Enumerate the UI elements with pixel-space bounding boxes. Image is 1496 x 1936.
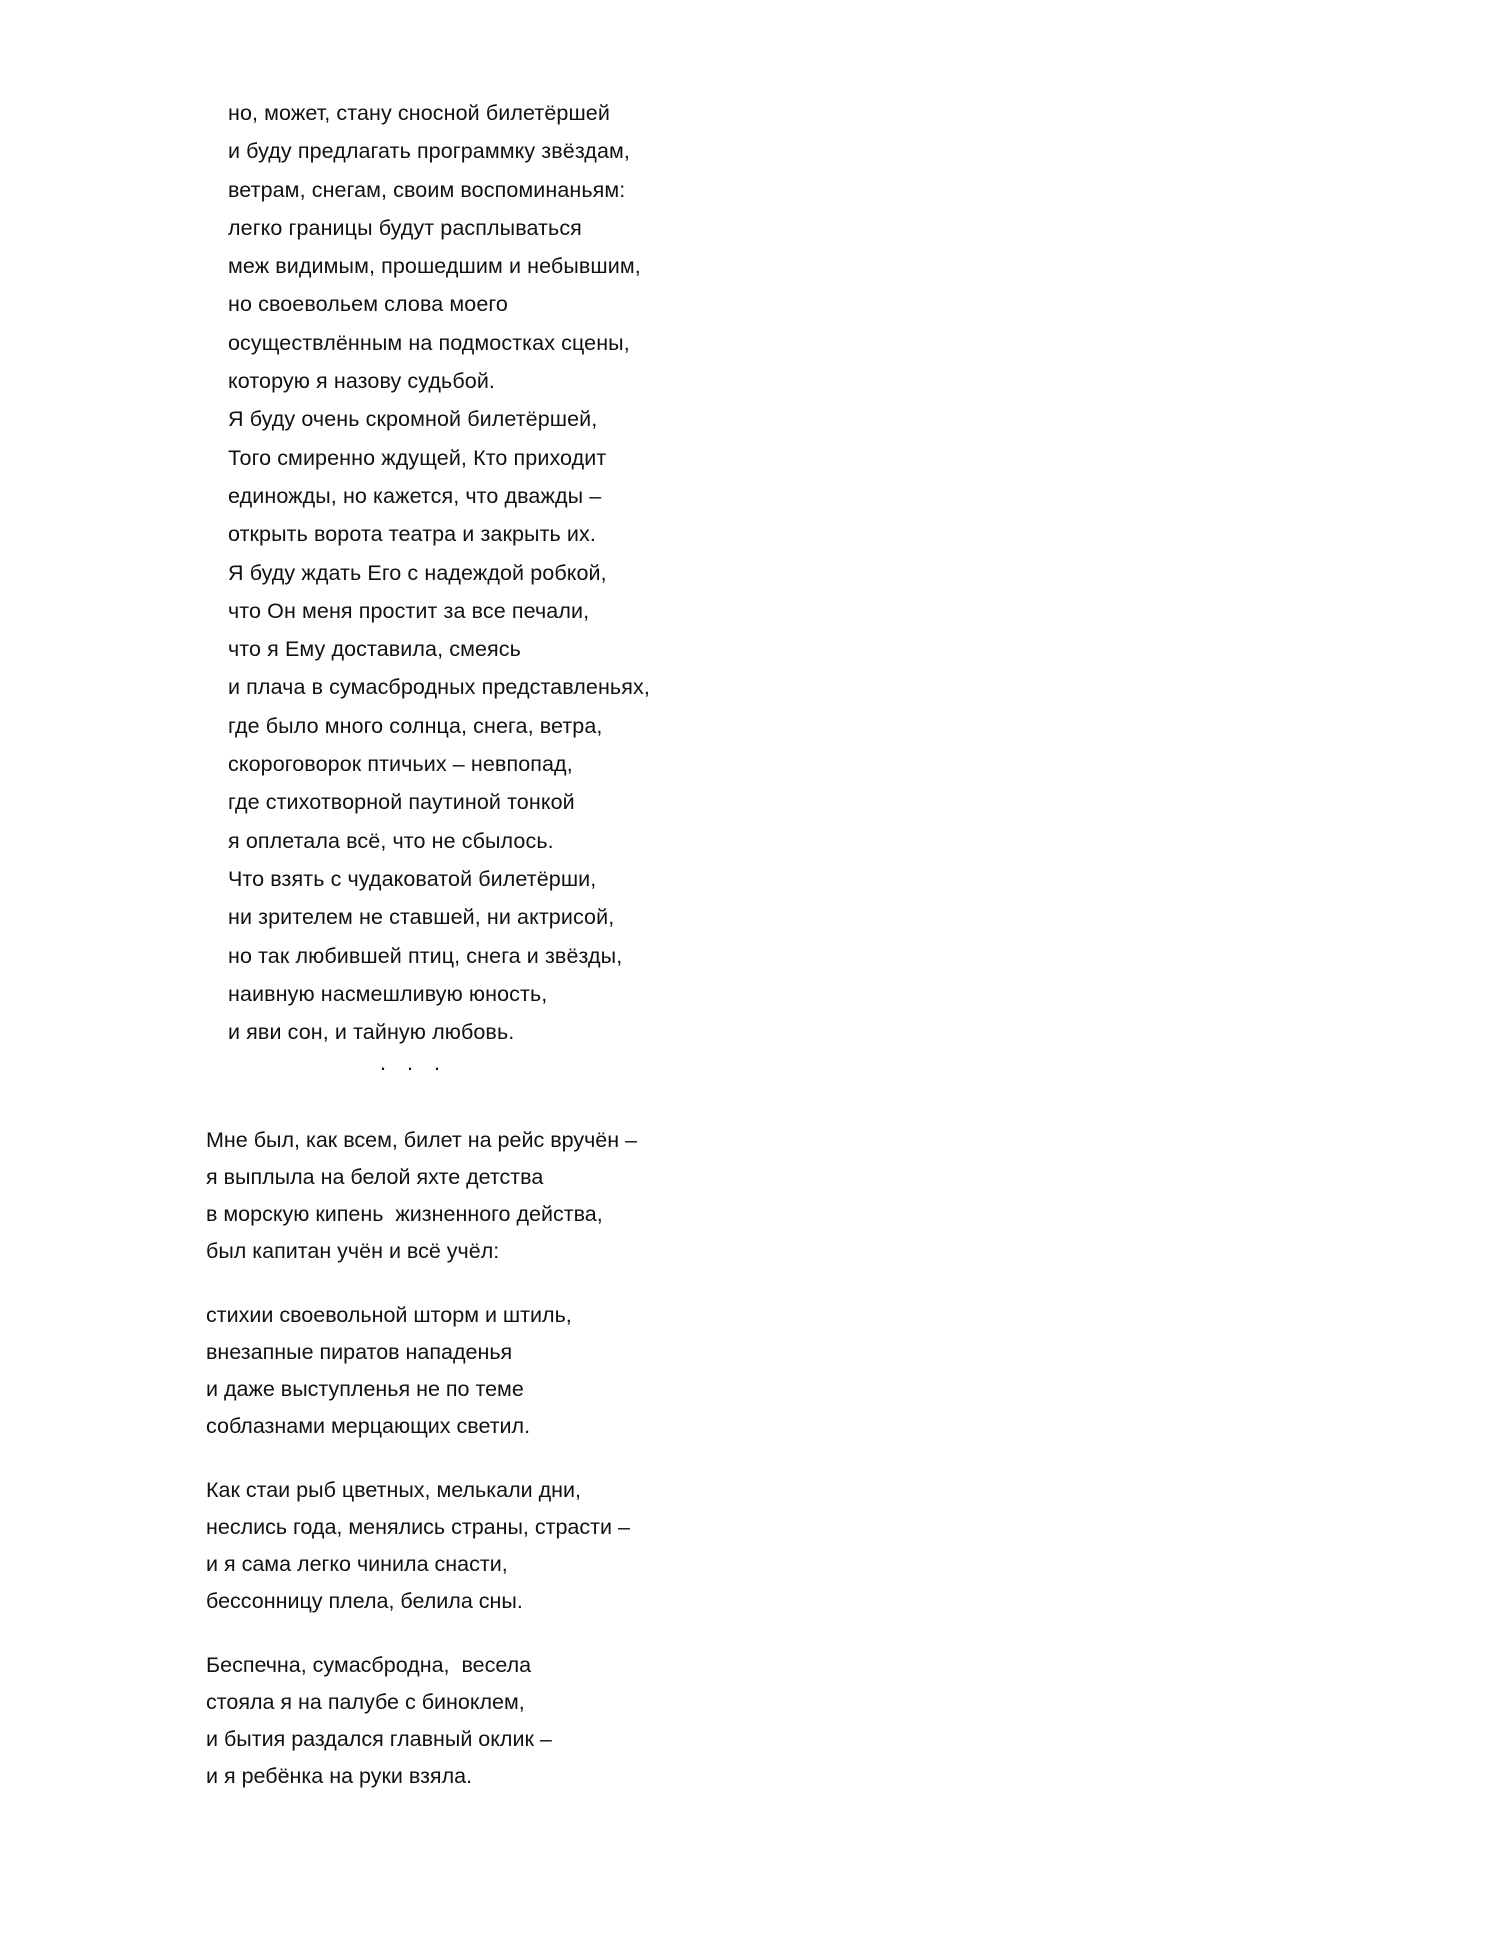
poem-line: где стихотворной паутиной тонкой [228,790,575,815]
poem-continuation [228,94,650,1051]
poem-line: Что взять с чудаковатой билетёрши, [228,866,597,891]
poem-line: и буду предлагать программку звёздам, [228,139,630,164]
stanza [206,1472,637,1620]
poem-line: но так любившей птиц, снега и звёзды, [228,943,623,968]
separator-dot: . [380,1050,387,1075]
poem-line: и яви сон, и тайную любовь. [228,1020,515,1045]
poem-line: наивную насмешливую юность, [228,981,548,1006]
poem-line: соблазнами мерцающих светил. [206,1414,531,1438]
poem-line: Я буду очень скромной билетёршей, [228,407,598,432]
poem-line: Как стаи рыб цветных, мелькали дни, [206,1478,582,1502]
poem-line: открыть ворота театра и закрыть их. [228,522,596,547]
poem-line: и я сама легко чинила снасти, [206,1552,508,1576]
poem-line: и плача в сумасбродных представленьях, [228,675,650,700]
poem-line: что Он меня простит за все печали, [228,598,590,623]
poem-line: Мне был, как всем, билет на рейс вручён – [206,1128,638,1152]
poem-line: единожды, но кажется, что дважды – [228,483,602,508]
poem-line: ни зрителем не ставшей, ни актрисой, [228,905,615,930]
poem-line: меж видимым, прошедшим и небывшим, [228,254,641,279]
poem-line: легко границы будут расплываться [228,215,582,240]
poem-line: и бытия раздался главный оклик – [206,1727,552,1751]
poem-line: Беспечна, сумасбродна, весела [206,1653,532,1677]
poem-line: стихии своевольной шторм и штиль, [206,1303,572,1327]
separator-dot: . [407,1050,414,1075]
poem-line: осуществлённым на подмостках сцены, [228,330,630,355]
stanza [206,1297,637,1445]
poem-line: Того смиренно ждущей, Кто приходит [228,445,607,470]
poem-line: я оплетала всё, что не сбылось. [228,828,554,853]
poem-line: ветрам, снегам, своим воспоминаньям: [228,177,626,202]
poem-line: которую я назову судьбой. [228,369,495,394]
poem-line: был капитан учён и всё учёл: [206,1239,500,1263]
poem-line: стояла я на палубе с биноклем, [206,1690,525,1714]
poem-line: неслись года, менялись страны, страсти – [206,1515,630,1539]
section-separator [380,1050,461,1076]
poem-line: где было много солнца, снега, ветра, [228,713,603,738]
poem-line: Я буду ждать Его с надеждой робкой, [228,560,607,585]
poem-line: и я ребёнка на руки взяла. [206,1764,473,1788]
poem-line: я выплыла на белой яхте детства [206,1165,544,1189]
poem-line: бессонницу плела, белила сны. [206,1589,523,1613]
poem-line: но своевольем слова моего [228,292,508,317]
poem-line: что я Ему доставила, смеясь [228,637,521,662]
stanza [206,1647,637,1795]
separator-dot: . [434,1050,441,1075]
poem-line: и даже выступленья не по теме [206,1377,524,1401]
poem-line: но, может, стану сносной билетёршей [228,101,610,125]
poem-ticket [206,1122,637,1822]
poem-line: внезапные пиратов нападенья [206,1340,513,1364]
stanza [206,1122,637,1270]
poem-line: в морскую кипень жизненного действа, [206,1202,603,1226]
poem-line: скороговорок птичьих – невпопад, [228,752,573,777]
